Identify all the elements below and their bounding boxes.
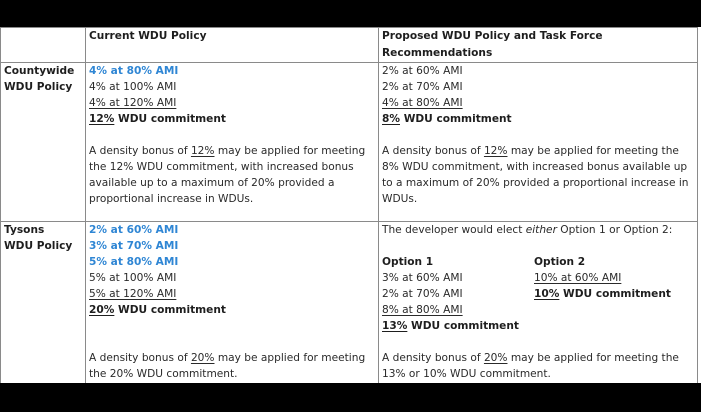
row-label-line: Countywide <box>4 65 75 77</box>
options-intro: The developer would elect either Option 1 or Option 2: <box>382 224 673 236</box>
density-bonus-text: A density bonus of 12% may be applied for meeting the 8% WDU commitment, with increased bonus available up to a maximum of 20% provided a proportional increase in WDUs. <box>382 145 689 205</box>
row-label-tysons <box>1 222 86 399</box>
tier-line: 8% at 80% AMI <box>382 304 463 316</box>
commitment-line <box>382 318 534 334</box>
row-label-countywide <box>1 63 86 222</box>
commitment-line <box>534 286 684 302</box>
commitment-line <box>89 111 375 127</box>
commitment-label: WDU commitment <box>559 288 671 300</box>
tier-line: 4% at 80% AMI <box>382 97 463 109</box>
option-2-block <box>534 254 684 334</box>
commitment-label: WDU commitment <box>114 304 226 316</box>
header-empty-cell <box>1 28 86 63</box>
commitment-line <box>89 302 375 318</box>
wdu-policy-table <box>0 27 698 399</box>
tier-line: 2% at 60% AMI <box>89 224 179 236</box>
tysons-current-cell <box>86 222 379 399</box>
countywide-proposed-cell <box>379 63 698 222</box>
commitment-pct: 20% <box>89 304 115 316</box>
tier-line: 2% at 60% AMI <box>382 65 463 77</box>
bonus-pct: 20% <box>190 352 215 364</box>
countywide-current-cell <box>86 63 379 222</box>
commitment-pct: 10% <box>534 288 560 300</box>
commitment-line <box>382 111 694 127</box>
density-bonus-text: A density bonus of 20% may be applied for meeting the 20% WDU commitment. <box>89 352 366 380</box>
tier-line: 4% at 120% AMI <box>89 97 177 109</box>
density-bonus-text: A density bonus of 20% may be applied for meeting the 13% or 10% WDU commitment. <box>382 352 679 380</box>
table-row-tysons <box>1 222 698 399</box>
commitment-label: WDU commitment <box>400 113 512 125</box>
commitment-label: WDU commitment <box>407 320 519 332</box>
bonus-pct: 12% <box>190 145 215 157</box>
table-row-countywide <box>1 63 698 222</box>
tier-line: 5% at 80% AMI <box>89 256 179 268</box>
row-label-line: WDU Policy <box>4 240 73 252</box>
option-1-title: Option 1 <box>382 256 434 268</box>
header-proposed-policy: Proposed WDU Policy and Task Force Recommendations <box>379 28 698 63</box>
tier-line: 3% at 70% AMI <box>89 240 179 252</box>
bonus-pct: 12% <box>483 145 508 157</box>
commitment-pct: 13% <box>382 320 408 332</box>
density-bonus-text: A density bonus of 12% may be applied for meeting the 12% WDU commitment, with increased bonus available up to a maximum of 20% provided a proportional increase in WDUs. <box>89 145 366 205</box>
commitment-pct: 12% <box>89 113 115 125</box>
commitment-pct: 8% <box>382 113 400 125</box>
tier-line: 2% at 70% AMI <box>382 81 463 93</box>
options-container <box>382 254 694 334</box>
tier-line: 5% at 100% AMI <box>89 272 177 284</box>
table-header-row <box>1 28 698 63</box>
bottom-black-band <box>0 383 701 412</box>
tier-line: 4% at 80% AMI <box>89 65 179 77</box>
header-current-policy: Current WDU Policy <box>86 28 379 63</box>
option-2-title: Option 2 <box>534 256 586 268</box>
tier-line: 5% at 120% AMI <box>89 288 177 300</box>
bonus-pct: 20% <box>483 352 508 364</box>
policy-table-sheet <box>0 27 701 383</box>
commitment-label: WDU commitment <box>114 113 226 125</box>
option-1-block <box>382 254 534 334</box>
row-label-line: Tysons <box>4 224 45 236</box>
tier-line: 10% at 60% AMI <box>534 272 622 284</box>
tysons-proposed-cell <box>379 222 698 399</box>
tier-line: 2% at 70% AMI <box>382 288 463 300</box>
row-label-line: WDU Policy <box>4 81 73 93</box>
tier-line: 4% at 100% AMI <box>89 81 177 93</box>
tier-line: 3% at 60% AMI <box>382 272 463 284</box>
